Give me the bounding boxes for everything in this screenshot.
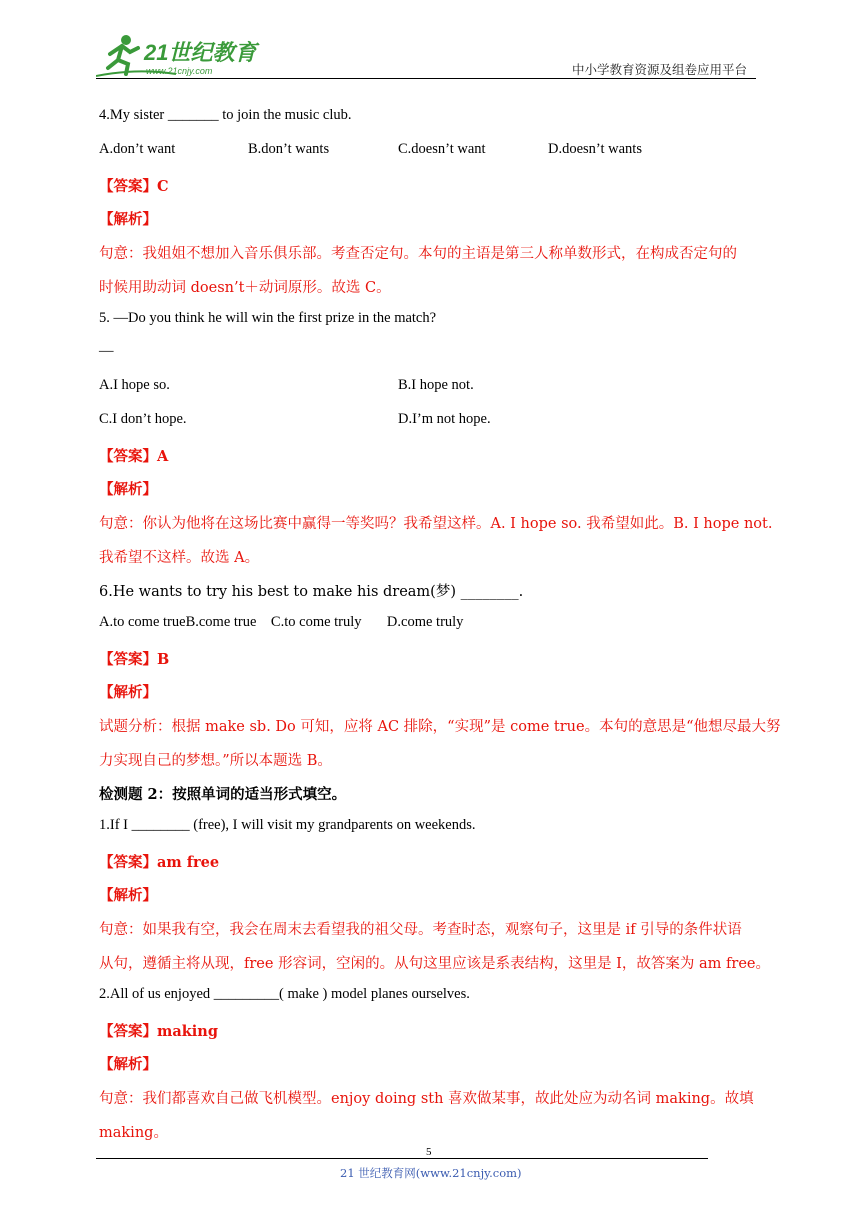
q4-option-a: A.don’t want [99,141,176,157]
f2-analysis-line-1: 句意：我们都喜欢自己做飞机模型。enjoy doing sth 喜欢做某事，故此处应为动名词 making。故填 [99,1091,754,1107]
question-5: 5. —Do you think he will win the first prize in the match? [99,310,437,326]
site-logo [96,30,266,80]
logo-text: 21世纪教育 [144,40,257,65]
logo-url: www.21cnjy.com [146,66,213,76]
q4-option-b: B.don’t wants [248,141,330,157]
q6-analysis-label: 【解析】 [99,684,157,701]
f1-answer: 【答案】am free [99,854,220,871]
q5-analysis-line-2: 我希望不这样。故选 A。 [99,550,260,566]
question-4: 4.My sister _______ to join the music club. [99,107,352,123]
q5-analysis-line-1: 句意：你认为他将在这场比赛中赢得一等奖吗？我希望这样。A. I hope so. 我希望如此。B. I hope not. [99,516,773,532]
q5-option-a: A.I hope so. [99,377,170,393]
q4-analysis-label: 【解析】 [99,211,157,228]
q5-analysis-label: 【解析】 [99,481,157,498]
q4-analysis-line-2: 时候用助动词 doesn’t＋动词原形。故选 C。 [99,280,391,296]
q6-analysis-line-1: 试题分析：根据 make sb. Do 可知，应将 AC 排除，“实现”是 come true。本句的意思是“他想尽最大努 [99,719,781,735]
fill-question-2: 2.All of us enjoyed _________( make ) model planes ourselves. [99,986,470,1002]
q5-option-c: C.I don’t hope. [99,411,187,427]
f2-answer: 【答案】making [99,1023,218,1040]
q6-analysis-line-2: 力实现自己的梦想。”所以本题选 B。 [99,753,332,769]
question-6: 6.He wants to try his best to make his dream(梦) ________. [99,584,524,600]
f1-analysis-line-2: 从句，遵循主将从现，free 形容词，空闲的。从句这里应该是系表结构，这里是 I，故答案为 am free。 [99,956,770,972]
page-number: 5 [426,1146,432,1158]
q5-option-b: B.I hope not. [398,377,474,393]
section-2-heading: 检测题 2：按照单词的适当形式填空。 [99,786,347,803]
f2-analysis-label: 【解析】 [99,1056,157,1073]
q4-option-c: C.doesn’t want [398,141,486,157]
f2-analysis-line-2: making。 [99,1125,168,1141]
q5-dash: — [99,343,114,359]
q5-answer: 【答案】A [99,448,169,465]
f1-analysis-label: 【解析】 [99,887,157,904]
footer-site: 21 世纪教育网(www.21cnjy.com) [340,1166,522,1180]
q4-analysis-line-1: 句意：我姐姐不想加入音乐俱乐部。考查否定句。本句的主语是第三人称单数形式，在构成否定句的 [99,246,737,262]
q4-option-d: D.doesn’t wants [548,141,642,157]
q4-answer: 【答案】C [99,178,169,195]
fill-question-1: 1.If I ________ (free), I will visit my grandparents on weekends. [99,817,476,833]
platform-name: 中小学教育资源及组卷应用平台 [572,62,748,77]
runner-logo-icon [96,30,266,80]
f1-analysis-line-1: 句意：如果我有空，我会在周末去看望我的祖父母。考查时态，观察句子，这里是 if 引导的条件状语 [99,922,742,938]
q6-options: A.to come trueB.come true C.to come truly D.come truly [99,614,464,630]
q5-option-d: D.I’m not hope. [398,411,491,427]
q6-answer: 【答案】B [99,651,170,668]
footer-divider [96,1158,708,1159]
header-divider [96,78,756,79]
